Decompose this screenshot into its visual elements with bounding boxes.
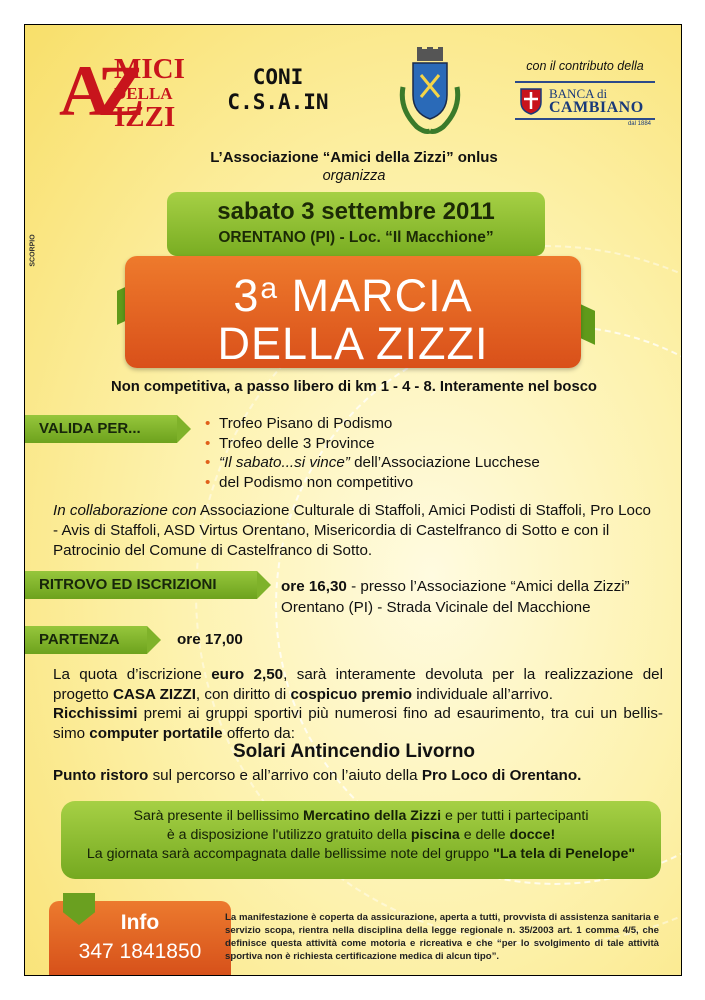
- sponsor-intro: con il contributo della: [526, 59, 644, 73]
- ritrovo-tag: RITROVO ED ISCRIZIONI: [25, 571, 257, 599]
- title-line1: [125, 265, 581, 320]
- ristoro-bold: Punto ristoro: [53, 767, 149, 784]
- organizza-line: organizza: [322, 168, 386, 184]
- mercatino-box: Sarà presente il bellissimo Mercatino della Zizzi e per tutti i partecipanti è a disposizione l'utilizzo gratuito della piscina e delle docce! La giornata sarà accompagnata dalle bellissime note del gruppo "La tela di Penelope": [61, 801, 661, 879]
- coni-csain-label: [223, 65, 333, 115]
- bank-name-line1: BANCA di: [549, 86, 608, 101]
- ritrovo-address: Orentano (PI) - Strada Vicinale del Macchione: [281, 599, 591, 616]
- title-marcia: MARCIA: [291, 270, 473, 321]
- title-ordinal-sup: a: [260, 272, 279, 305]
- association-line: L’Associazione “Amici della Zizzi” onlus: [210, 149, 498, 166]
- logo-word-della: DELLA: [114, 84, 173, 103]
- csain-text: C.S.A.IN: [227, 90, 329, 114]
- quota-paragraph: La quota d’iscrizione euro 2,50, sarà interamente devoluta per la realizzazione del progetto CASA ZIZZI, con diritto di cospicuo premio individuale all’arrivo. Ricchissimi premi ai gruppi sportivi più numerosi fino ad esaurimento, tra cui un bellis-simo computer portatile offerto da:: [53, 666, 663, 742]
- quota-premio: cospicuo premio: [290, 685, 412, 703]
- bank-established: dal 1884: [627, 121, 651, 127]
- docce: docce!: [509, 827, 556, 843]
- bank-shield-icon: [519, 87, 543, 115]
- collab-body: Associazione Culturale di Staffoli, Amici Podisti di Staffoli, Pro Loco - Avis di Staffoli, ASD Virtus Orentano, Misericordia di Castelfranco di Sotto e con il Patrocinio del Comune di Castelfranco di Sotto.: [53, 502, 651, 559]
- valida-tag: VALIDA PER...: [25, 415, 177, 443]
- event-date: sabato 3 settembre 2011: [217, 198, 495, 225]
- piscina: piscina: [410, 827, 460, 843]
- designer-credit: SCORPIO: [29, 234, 37, 267]
- logo-word-izzi: IZZI: [114, 101, 176, 133]
- list-item: • Trofeo Pisano di Podismo: [205, 414, 540, 434]
- sponsor-solari: Solari Antincendio Livorno: [232, 741, 476, 762]
- partenza-time: ore 17,00: [177, 631, 243, 648]
- sponsor-block: [515, 59, 655, 127]
- collab-intro: In collaborazione con: [53, 502, 197, 519]
- event-poster: [24, 24, 682, 976]
- date-banner: [167, 192, 545, 256]
- info-phone[interactable]: 347 1841850: [78, 940, 202, 963]
- logo-word-mici: MICI: [114, 53, 185, 85]
- list-item-continuation: • del Podismo non competitivo: [205, 473, 540, 493]
- quota-project: CASA ZIZZI: [112, 685, 196, 703]
- municipal-crest-icon: [395, 47, 465, 139]
- ristoro-line: Punto ristoro sul percorso e all’arrivo con l’aiuto della Pro Loco di Orentano.: [53, 767, 582, 784]
- quota-ricchissimi: Ricchissimi: [53, 705, 138, 722]
- logo-big-letters: AZ: [59, 51, 132, 131]
- event-subtitle: Non competitiva, a passo libero di km 1 - 4 - 8. Interamente nel bosco: [111, 379, 597, 395]
- title-line2: DELLA ZIZZI: [217, 318, 489, 369]
- ritrovo-details: [281, 576, 630, 618]
- partenza-tag: PARTENZA: [25, 626, 147, 654]
- ritrovo-time: ore 16,30: [281, 578, 347, 595]
- quota-computer: computer portatile: [89, 724, 223, 742]
- bank-logo: [515, 81, 655, 120]
- title-ordinal: 3: [233, 270, 260, 321]
- list-item: [205, 453, 540, 473]
- list-item: • Trofeo delle 3 Province: [205, 434, 540, 454]
- pro-loco-bold: Pro Loco di Orentano.: [421, 767, 582, 784]
- insurance-disclaimer: La manifestazione è coperta da assicurazione, aperta a tutti, provvista di assistenza sanitaria e servizio scopa, rientra nella disciplina della legge regionale n. 35/2003 art. 1 comma 4/5, che definisce questa attività come motoria e ricreativa e che “per lo svolgimento di tale attività sportiva non è richiesta certificazione medica di alcun tipo”.: [225, 912, 659, 962]
- ritrovo-place: - presso l’Associazione “Amici della Zizzi”: [346, 578, 630, 595]
- amici-della-zizzi-logo: [59, 51, 209, 131]
- item3-rest: dell’Associazione Lucchese: [349, 454, 540, 471]
- valida-list: [205, 414, 540, 492]
- band-name: "La tela di Penelope": [493, 846, 636, 862]
- info-label: Info: [120, 911, 160, 934]
- item3-emphasis: “Il sabato...si vince”: [219, 454, 350, 471]
- bank-name-line2: CAMBIANO: [549, 99, 644, 116]
- event-place: ORENTANO (PI) - Loc. “Il Macchione”: [218, 229, 494, 246]
- mercatino-name: Mercatino della Zizzi: [303, 808, 442, 824]
- event-title: [125, 256, 581, 368]
- quota-price: euro 2,50: [211, 666, 284, 683]
- collaboration-text: [53, 501, 653, 561]
- coni-text: CONI: [252, 65, 304, 89]
